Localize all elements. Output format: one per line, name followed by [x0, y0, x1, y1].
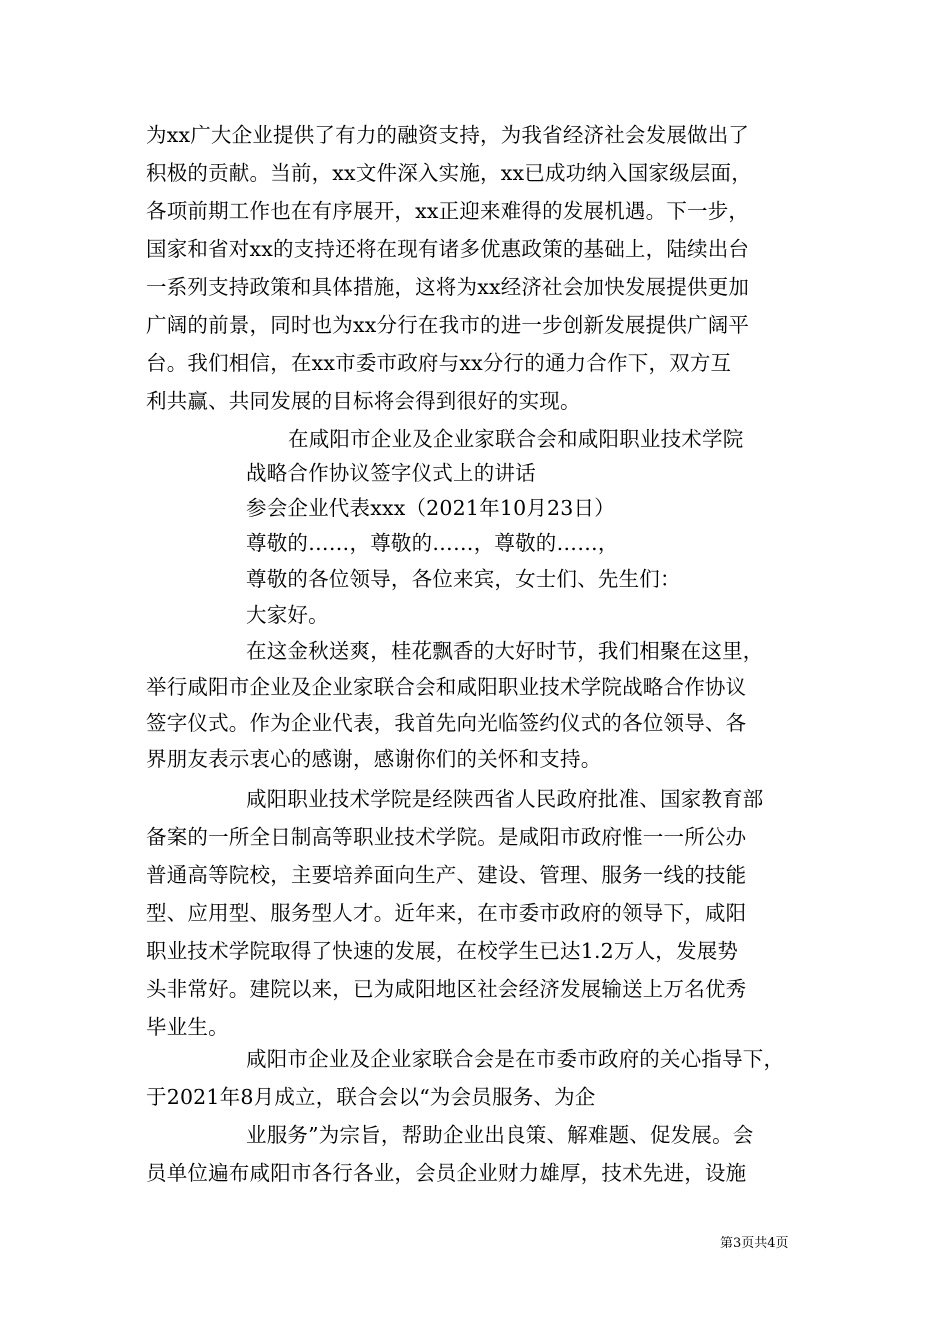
body-text-line: 咸阳职业技术学院是经陕西省人民政府批准、国家教育部: [246, 787, 764, 811]
greeting-line: 大家好。: [246, 603, 329, 627]
body-text-line: 于2021年8月成立，联合会以“为会员服务、为企: [146, 1085, 596, 1109]
body-text-line: 一系列支持政策和具体措施，这将为xx经济社会加快发展提供更加: [146, 275, 750, 299]
body-text-line: 为xx广大企业提供了有力的融资支持，为我省经济社会发展做出了: [146, 123, 750, 147]
speech-title-line-1: 在咸阳市企业及企业家联合会和咸阳职业技术学院: [288, 427, 744, 451]
body-text-line: 在这金秋送爽，桂花飘香的大好时节，我们相聚在这里，: [246, 639, 764, 663]
salutation-line: 尊敬的各位领导，各位来宾，女士们、先生们：: [246, 567, 681, 591]
body-text-line: 员单位遍布咸阳市各行各业，会员企业财力雄厚，技术先进，设施: [146, 1161, 747, 1185]
body-text-line: 签字仪式。作为企业代表，我首先向光临签约仪式的各位领导、各: [146, 711, 747, 735]
speaker-byline: 参会企业代表xxx（2021年10月23日）: [246, 496, 615, 520]
body-text-line: 举行咸阳市企业及企业家联合会和咸阳职业技术学院战略合作协议: [146, 675, 747, 699]
body-text-line: 台。我们相信，在xx市委市政府与xx分行的通力合作下，双方互: [146, 351, 732, 375]
body-text-line: 毕业生。: [146, 1015, 229, 1039]
body-text-line: 备案的一所全日制高等职业技术学院。是咸阳市政府惟一一所公办: [146, 825, 747, 849]
body-text-line: 咸阳市企业及企业家联合会是在市委市政府的关心指导下，: [246, 1047, 785, 1071]
body-text-line: 界朋友表示衷心的感谢，感谢你们的关怀和支持。: [146, 747, 602, 771]
body-text-line: 国家和省对xx的支持还将在现有诸多优惠政策的基础上，陆续出台: [146, 237, 750, 261]
body-text-line: 积极的贡献。当前，xx文件深入实施，xx已成功纳入国家级层面，: [146, 161, 752, 185]
body-text-line: 广阔的前景，同时也为xx分行在我市的进一步创新发展提供广阔平: [146, 313, 750, 337]
page-number-footer: 第3页共4页: [720, 1236, 789, 1251]
body-text-line: 头非常好。建院以来，已为咸阳地区社会经济发展输送上万名优秀: [146, 977, 747, 1001]
salutation-line: 尊敬的……，尊敬的……，尊敬的……，: [246, 531, 619, 555]
speech-title-line-2: 战略合作协议签字仪式上的讲话: [246, 461, 536, 485]
body-text-line: 普通高等院校，主要培养面向生产、建设、管理、服务一线的技能: [146, 863, 747, 887]
body-text-line: 各项前期工作也在有序展开，xx正迎来难得的发展机遇。下一步，: [146, 199, 750, 223]
body-text-line: 职业技术学院取得了快速的发展，在校学生已达1.2万人，发展势: [146, 939, 739, 963]
body-text-line: 利共赢、共同发展的目标将会得到很好的实现。: [146, 389, 581, 413]
body-text-line: 型、应用型、服务型人才。近年来，在市委市政府的领导下，咸阳: [146, 901, 747, 925]
body-text-line: 业服务”为宗旨，帮助企业出良策、解难题、促发展。会: [246, 1123, 754, 1147]
